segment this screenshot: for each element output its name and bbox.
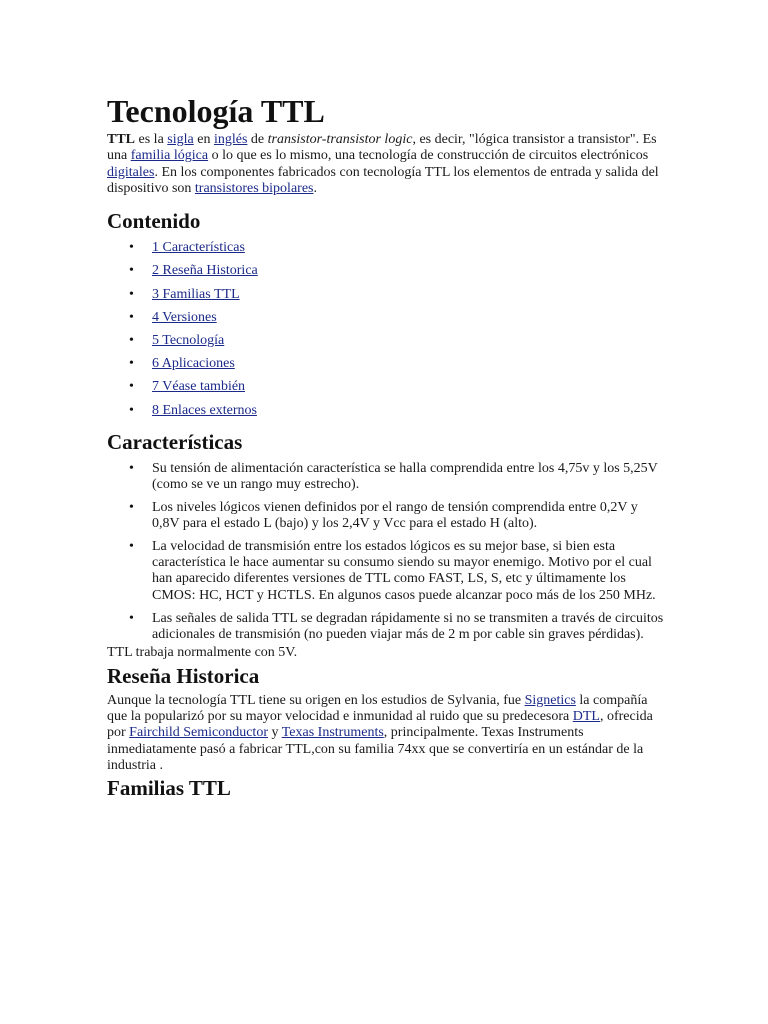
toc-item <box>129 306 668 329</box>
link-sigla[interactable]: sigla <box>167 132 194 147</box>
toc-link-aplicaciones[interactable]: 6 Aplicaciones <box>152 356 235 372</box>
caracteristicas-list <box>107 461 668 643</box>
toc-item <box>129 352 668 375</box>
list-item: • La velocidad de transmisión entre los estados lógicos es su mejor base, si bien esta característica le hace aumentar su consumo siendo su mayor enemigo. Motivo por el cual han aparecido diferentes versiones de TTL como FAST, LS, S, etc y últimamente los CMOS: HC, HCT y HCTLS. En algunos casos puede alcanzar poco más de los 250 MHz. <box>129 539 668 604</box>
toc-link-resena-historica[interactable]: 2 Reseña Historica <box>152 263 258 279</box>
list-item: • Su tensión de alimentación característica se halla comprendida entre los 4,75v y los 5,25V (como se ve un rango muy estrecho). <box>129 461 668 493</box>
link-fairchild-semiconductor[interactable]: Fairchild Semiconductor <box>129 725 268 741</box>
resena-paragraph: Aunque la tecnología TTL tiene su origen en los estudios de Sylvania, fue Signetics la compañía que la popularizó por su mayor velocidad e inmunidad al ruido que su predecesora DTL, ofrecida por Fairchild Semiconductor y Texas Instruments, principalmente. Texas Instruments inmediatamente pasó a fabricar TTL,con su familia 74xx que se convertiría en un estándar de la industria . <box>107 692 653 774</box>
toc-item <box>129 399 668 422</box>
link-signetics[interactable]: Signetics <box>524 692 576 708</box>
link-familia-logica[interactable]: familia lógica <box>130 148 209 164</box>
toc-item <box>129 283 668 306</box>
ttl-term: TTL <box>107 132 136 147</box>
toc-item <box>129 259 668 282</box>
toc-item <box>129 329 668 352</box>
toc-link-versiones[interactable]: 4 Versiones <box>152 309 217 325</box>
toc-link-tecnologia[interactable]: 5 Tecnología <box>152 333 225 348</box>
caracteristicas-heading: Características <box>107 429 243 454</box>
toc-link-vease-tambien[interactable]: 7 Véase también <box>152 379 246 395</box>
list-item: • Los niveles lógicos vienen definidos por el rango de tensión comprendida entre 0,2V y 0,8V para el estado L (bajo) y los 2,4V y Vcc para el estado H (alto). <box>129 500 668 532</box>
link-transistores-bipolares[interactable]: transistores bipolares <box>194 180 314 196</box>
toc-link-caracteristicas[interactable]: 1 Características <box>152 240 245 256</box>
table-of-contents <box>107 236 668 422</box>
link-digitales[interactable]: digitales <box>107 164 155 180</box>
page-title: Tecnología TTL <box>107 93 325 129</box>
link-dtl[interactable]: DTL <box>572 709 600 725</box>
toc-link-enlaces-externos[interactable]: 8 Enlaces externos <box>152 402 257 418</box>
intro-paragraph: TTL es la sigla en inglés de transistor-transistor logic, es decir, "lógica transistor a transistor". Es una familia lógica o lo que es lo mismo, una tecnología de construcción de circuitos electrónicos digitales. En los componentes fabricados con tecnología TTL los elementos de entrada y salida del dispositivo son transistores bipolares. <box>107 132 659 196</box>
familias-heading: Familias TTL <box>107 776 231 801</box>
italic-term: transistor-transistor logic <box>267 132 413 147</box>
list-item: • Las señales de salida TTL se degradan rápidamente si no se transmiten a través de circuitos adicionales de transmisión (no pueden viajar más de 2 m por cable sin graves pérdidas). <box>129 611 668 643</box>
contents-heading: Contenido <box>107 209 201 234</box>
link-ingles[interactable]: inglés <box>213 132 248 147</box>
toc-item <box>129 236 668 259</box>
link-texas-instruments[interactable]: Texas Instruments <box>281 725 384 741</box>
resena-heading: Reseña Historica <box>107 663 260 688</box>
ttl-voltage-note: TTL trabaja normalmente con 5V. <box>107 644 298 660</box>
toc-link-familias-ttl[interactable]: 3 Familias TTL <box>152 286 240 302</box>
toc-item <box>129 375 668 398</box>
